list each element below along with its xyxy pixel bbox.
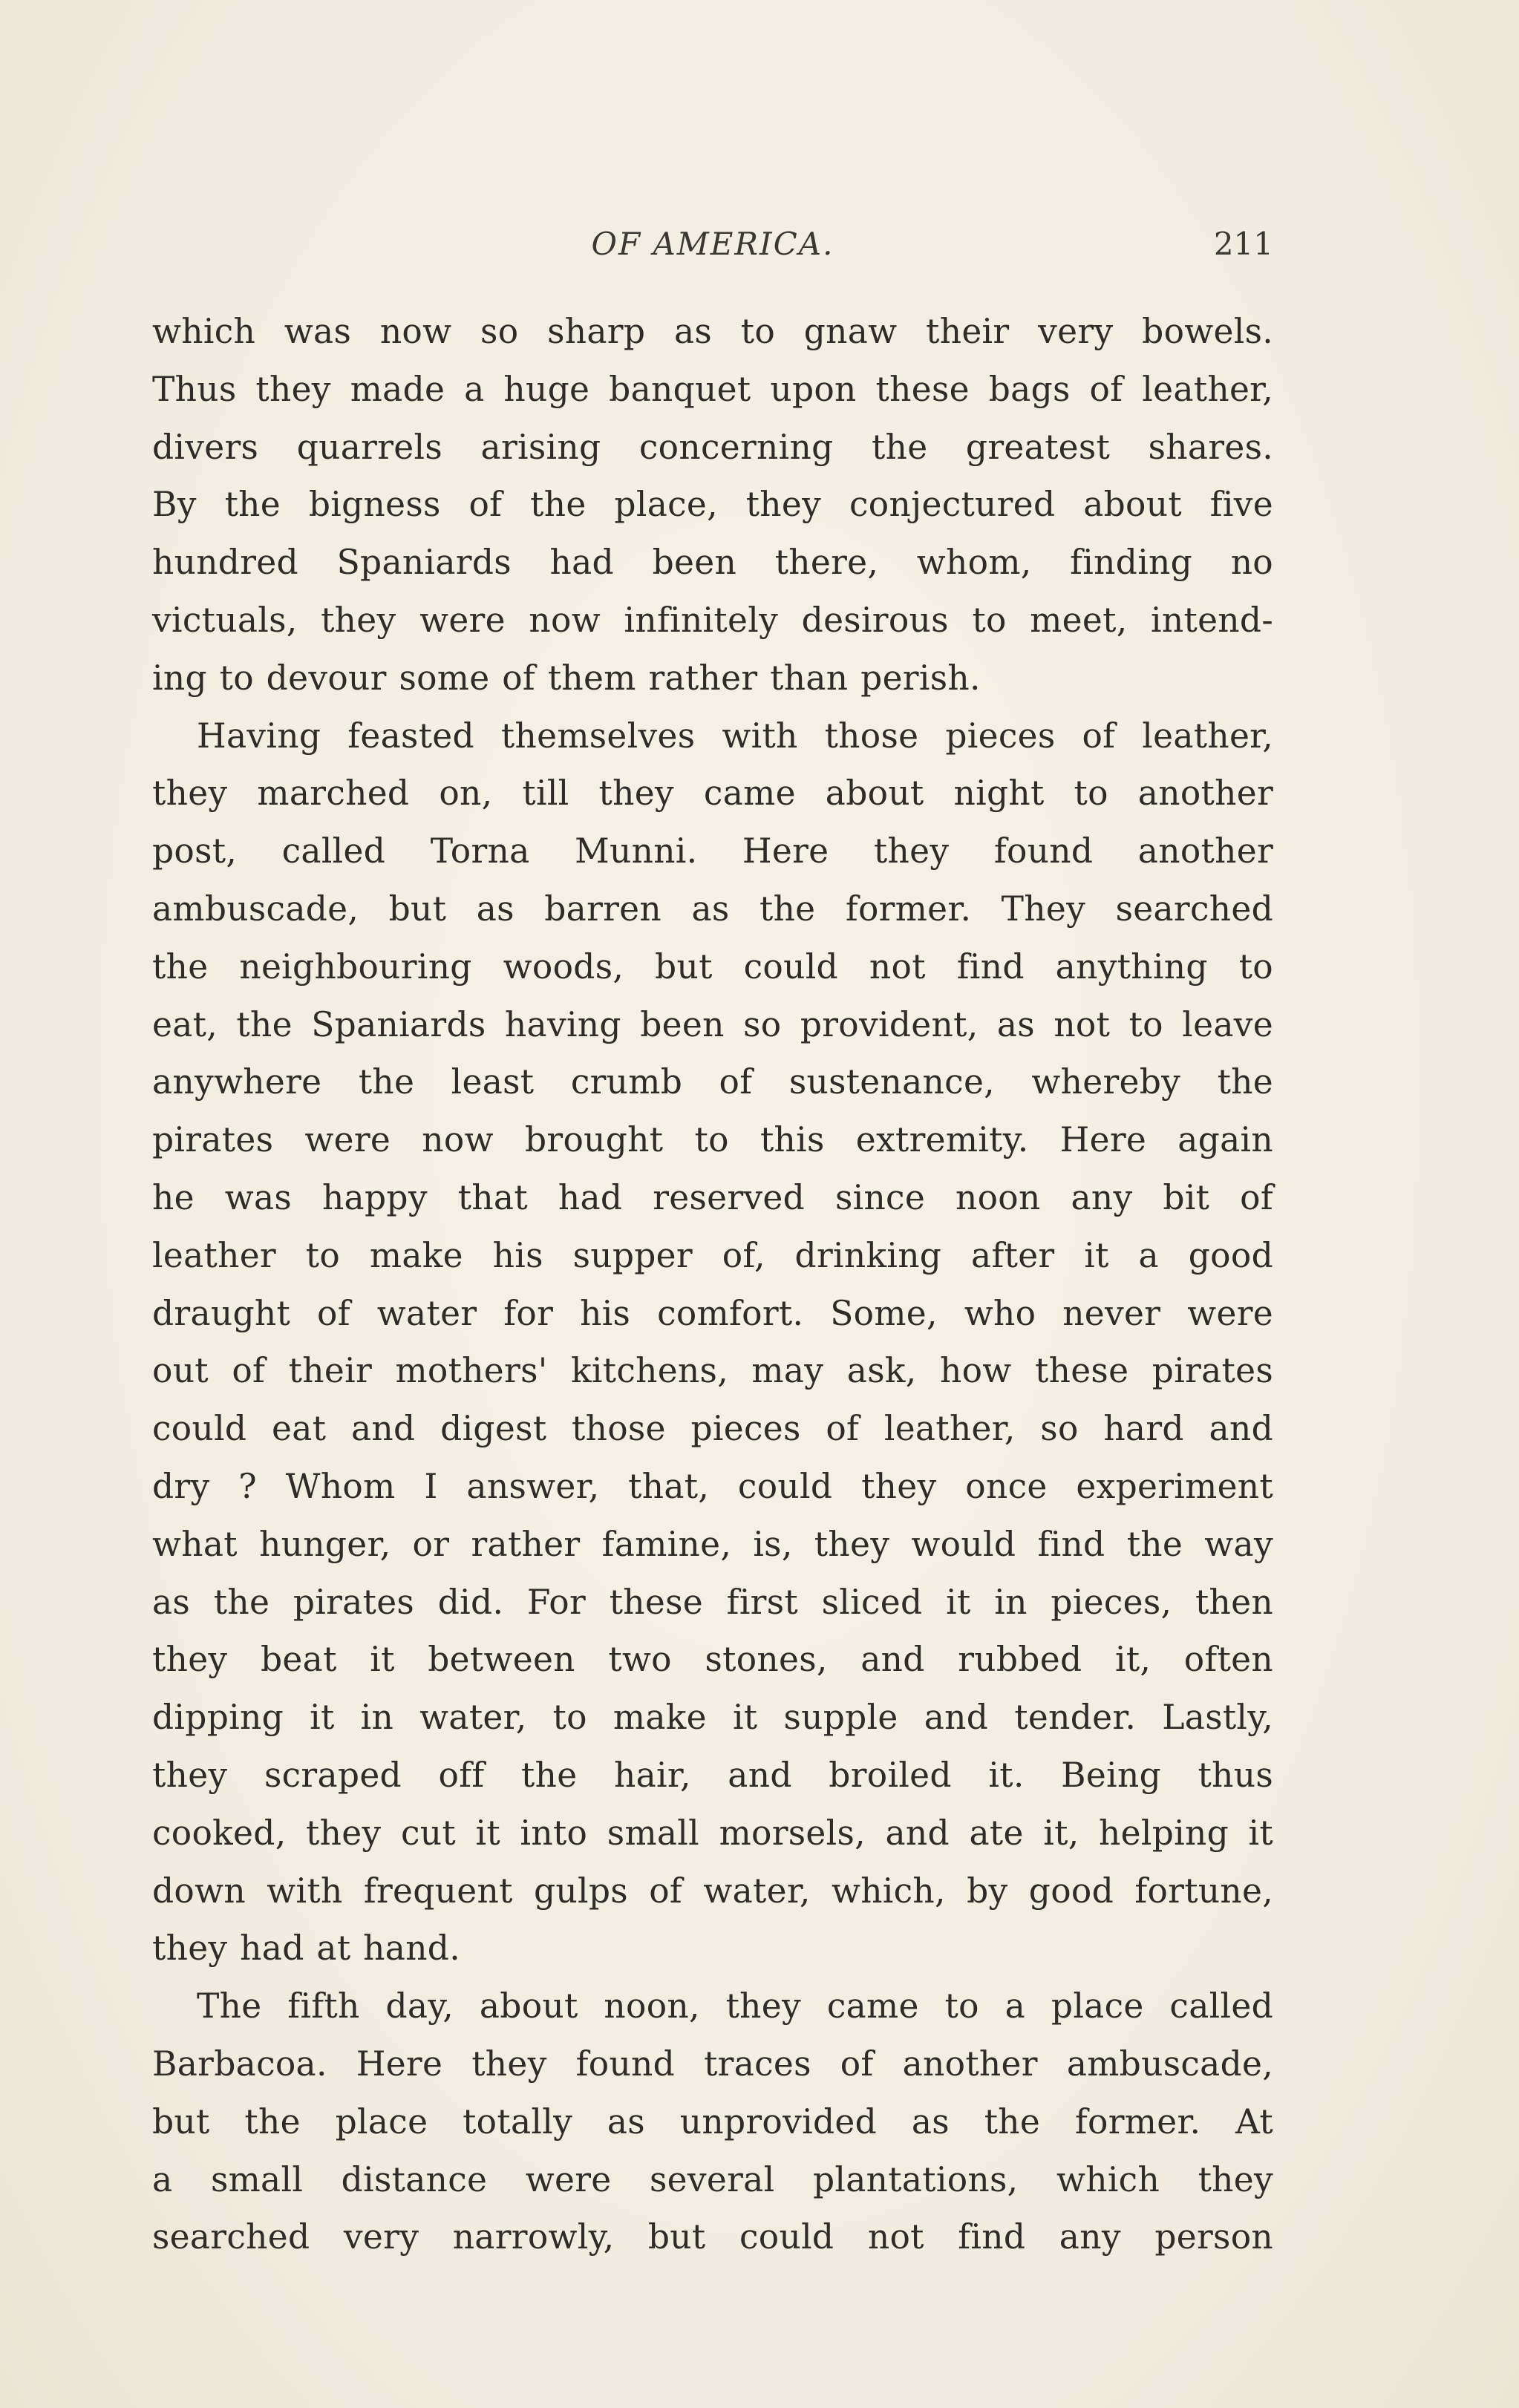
text-line: eat, the Spaniards having been so provident, as not to leave bbox=[152, 1004, 1273, 1044]
text-line: Thus they made a huge banquet upon these bags of leather, bbox=[152, 369, 1273, 409]
page-number: 211 bbox=[1213, 226, 1273, 262]
text-line: leather to make his supper of, drinking after it a good bbox=[152, 1235, 1273, 1275]
text-line: ambuscade, but as barren as the former. They searched bbox=[152, 889, 1273, 929]
text-line: they marched on, till they came about night to another bbox=[152, 773, 1273, 814]
text-line: could eat and digest those pieces of leather, so hard and bbox=[152, 1409, 1273, 1449]
text-line: By the bigness of the place, they conjectured about five bbox=[152, 485, 1273, 525]
text-line: hundred Spaniards had been there, whom, finding no bbox=[152, 543, 1273, 583]
text-line: anywhere the least crumb of sustenance, whereby the bbox=[152, 1062, 1273, 1102]
text-line: divers quarrels arising concerning the greatest shares. bbox=[152, 427, 1273, 467]
text-line: what hunger, or rather famine, is, they would find the way bbox=[152, 1524, 1273, 1564]
text-line: the neighbouring woods, but could not find anything to bbox=[152, 946, 1273, 987]
text-line: a small distance were several plantations, which they bbox=[152, 2159, 1273, 2199]
text-line: cooked, they cut it into small morsels, and ate it, helping it bbox=[152, 1813, 1273, 1853]
text-line: pirates were now brought to this extremity. Here again bbox=[152, 1120, 1273, 1160]
text-line: victuals, they were now infinitely desirous to meet, intend- bbox=[152, 600, 1273, 640]
text-line: Barbacoa. Here they found traces of another ambuscade, bbox=[152, 2044, 1273, 2084]
body-text bbox=[152, 303, 1273, 2266]
running-title: OF AMERICA. bbox=[591, 226, 834, 262]
text-line: post, called Torna Munni. Here they found another bbox=[152, 831, 1273, 871]
text-line: out of their mothers' kitchens, may ask, how these pirates bbox=[152, 1351, 1273, 1391]
text-line: dipping it in water, to make it supple and tender. Lastly, bbox=[152, 1698, 1273, 1738]
paragraph-start-line: The fifth day, about noon, they came to a place called bbox=[197, 1986, 1273, 2026]
text-line: but the place totally as unprovided as the former. At bbox=[152, 2101, 1273, 2142]
running-head bbox=[152, 226, 1273, 278]
text-line: searched very narrowly, but could not find any person bbox=[152, 2217, 1273, 2257]
text-line: which was now so sharp as to gnaw their very bowels. bbox=[152, 312, 1273, 351]
text-line: as the pirates did. For these first sliced it in pieces, then bbox=[152, 1582, 1273, 1622]
text-line: they beat it between two stones, and rubbed it, often bbox=[152, 1640, 1273, 1680]
text-line: down with frequent gulps of water, which, by good fortune, bbox=[152, 1871, 1273, 1911]
text-line: he was happy that had reserved since noon any bit of bbox=[152, 1177, 1273, 1217]
text-line: they had at hand. bbox=[152, 1928, 461, 1969]
text-line: ing to devour some of them rather than perish. bbox=[152, 658, 981, 698]
text-line: dry ? Whom I answer, that, could they once experiment bbox=[152, 1466, 1273, 1506]
text-line: they scraped off the hair, and broiled it. Being thus bbox=[152, 1755, 1273, 1795]
paragraph-start-line: Having feasted themselves with those pieces of leather, bbox=[197, 716, 1273, 756]
text-line: draught of water for his comfort. Some, who never were bbox=[152, 1293, 1273, 1333]
